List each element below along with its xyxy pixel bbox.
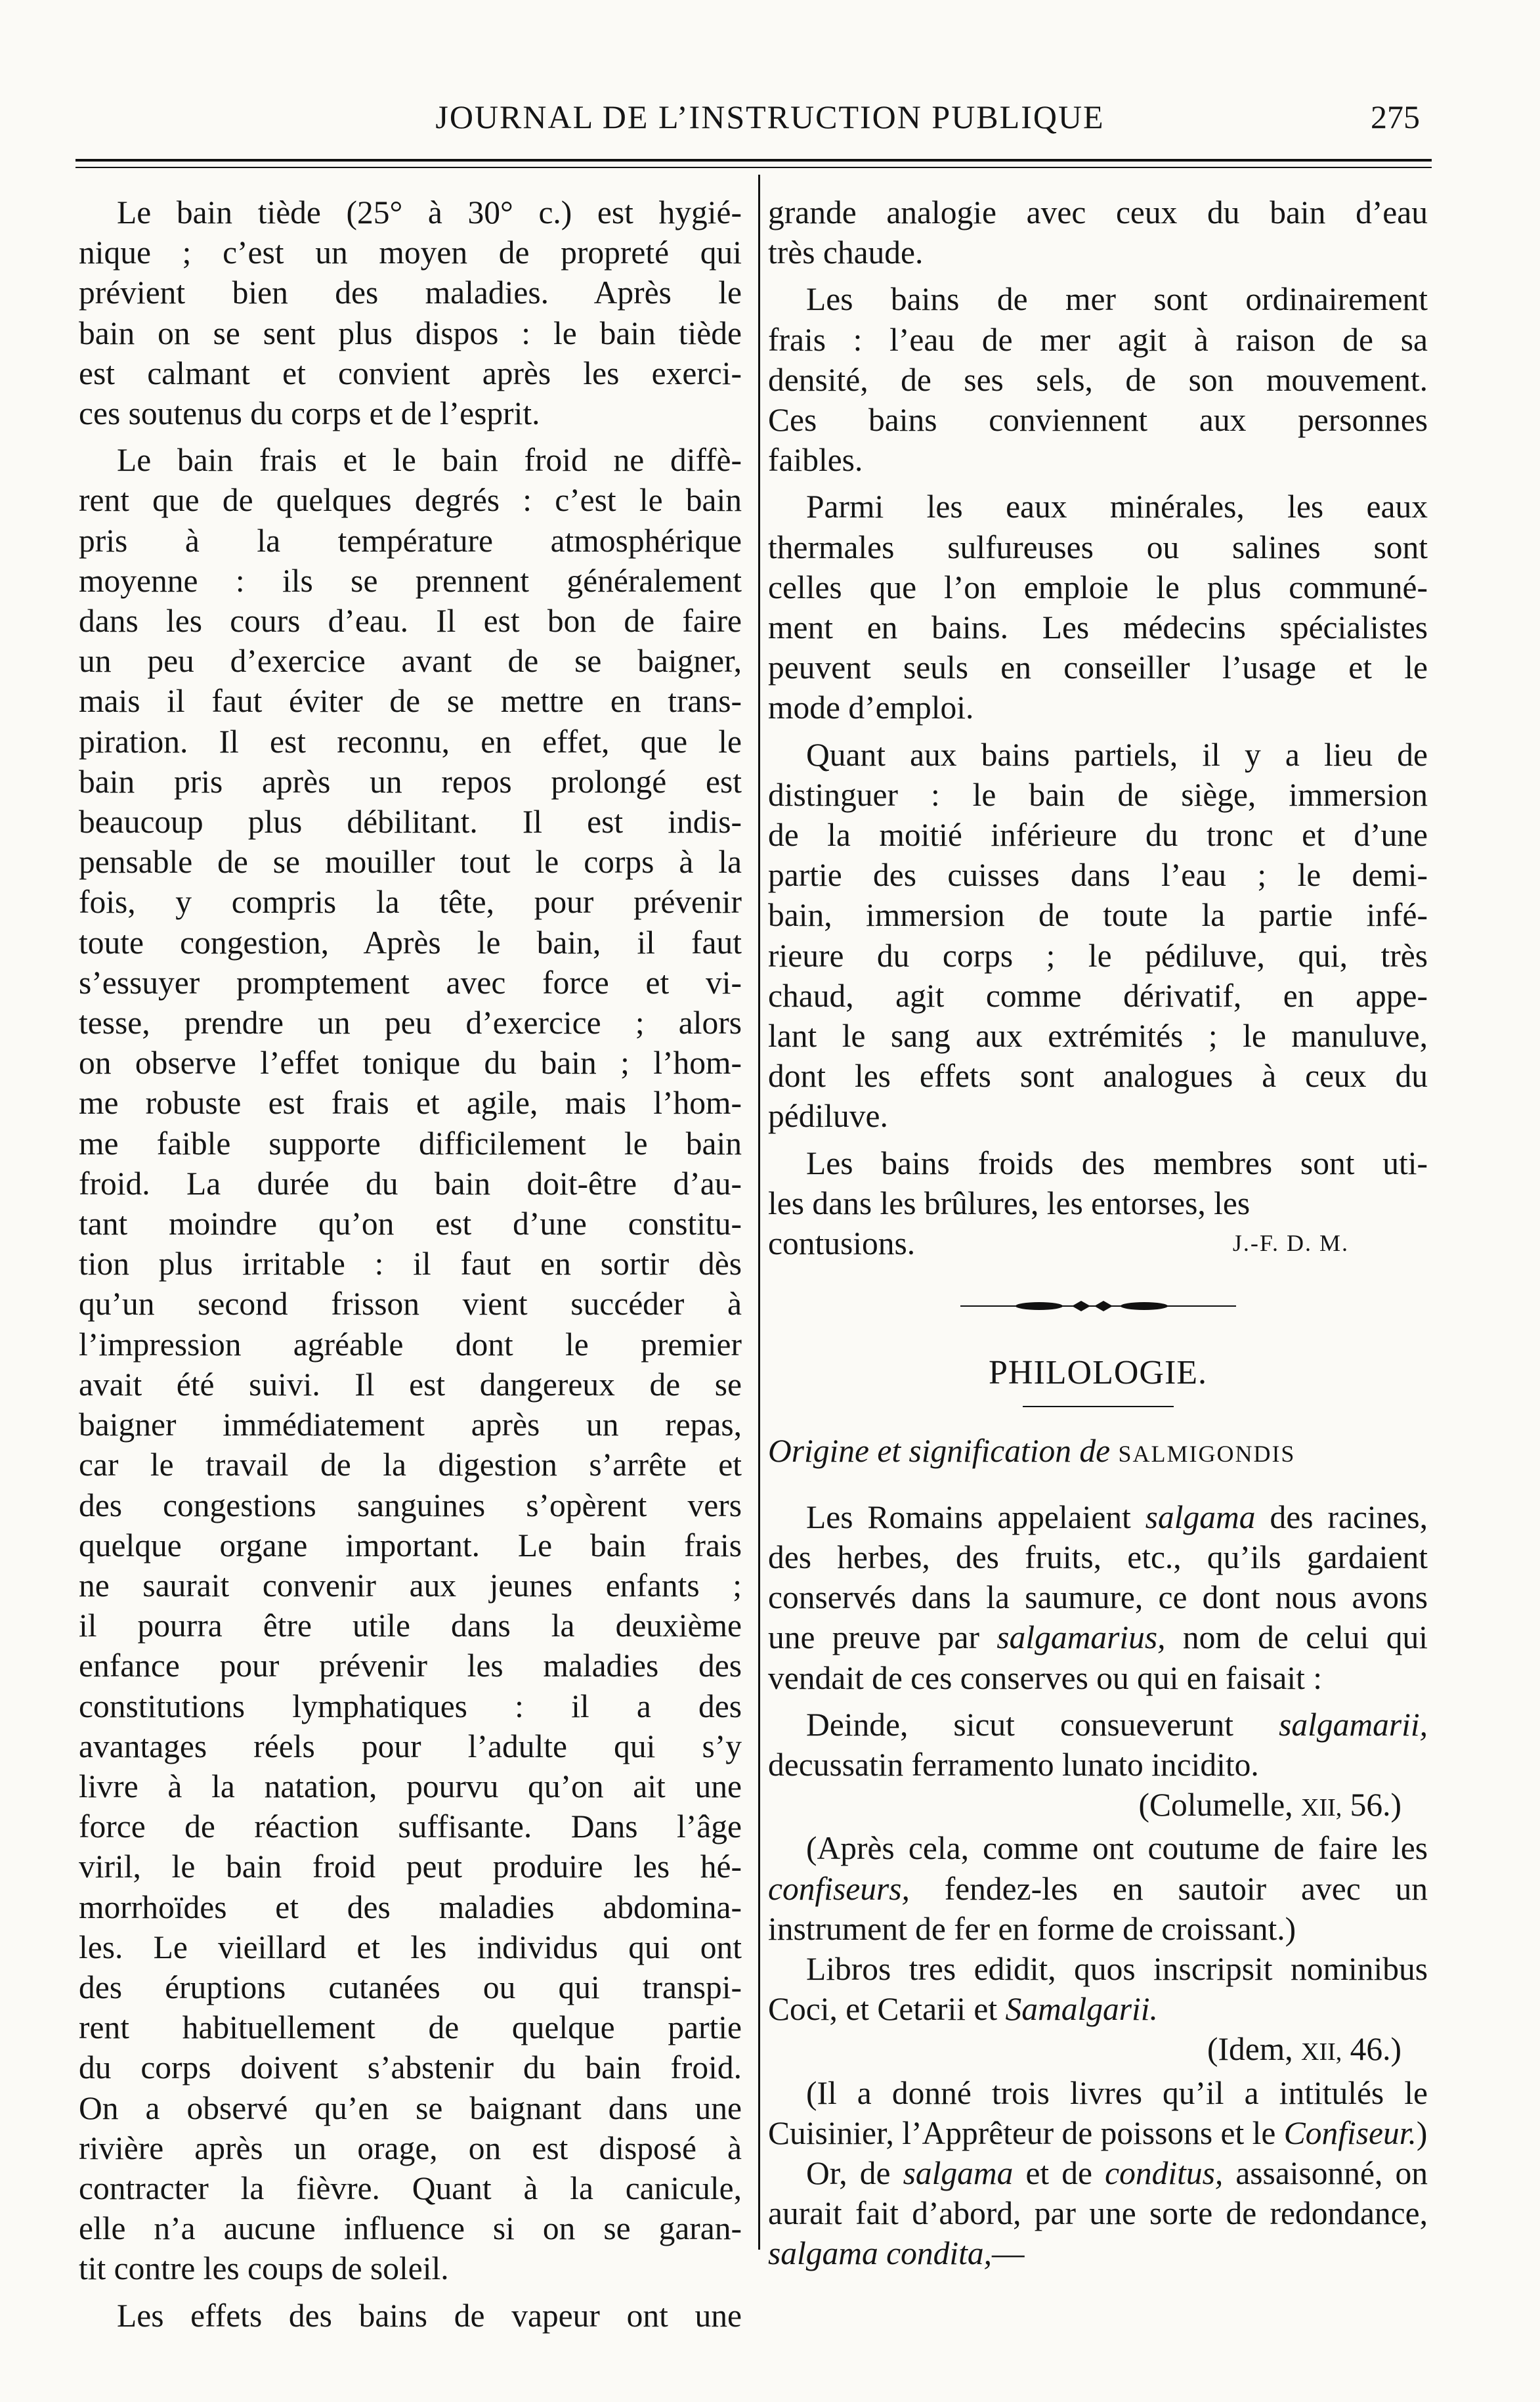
text-run: 46.): [1350, 2031, 1401, 2068]
paragraph-bains-mer: [768, 279, 1428, 480]
text-run: ): [1416, 2114, 1428, 2151]
text-run: 56.): [1350, 1787, 1401, 1823]
text-line: morrhoïdes et des maladies abdomina-: [79, 1889, 742, 1925]
text-line: mais il faut éviter de se mettre en trans-: [79, 683, 742, 720]
text-line: les dans les brûlures, les entorses, les: [768, 1185, 1251, 1221]
text-line: avantages réels pour l’adulte qui s’y: [79, 1728, 742, 1764]
text-line: nique ; c’est un moyen de propreté qui: [79, 234, 742, 271]
citation-idem: [768, 2029, 1428, 2072]
latin-quote-columelle: [768, 1705, 1428, 1785]
text-line: les. Le vieillard et les individus qui ont: [79, 1929, 742, 1965]
text-run: (Après cela, comme ont coutume de faire les: [806, 1830, 1428, 1867]
text-line: ne saurait convenir aux jeunes enfants ;: [79, 1567, 742, 1604]
section-ornament: [768, 1263, 1428, 1349]
text-line: rent que de quelques degrés : c’est le bain: [79, 482, 742, 519]
text-line: bain pris après un repos prolongé est: [79, 763, 742, 800]
italic-term: Confiseur.: [1283, 2114, 1417, 2151]
text-line: densité, de ses sels, de son mouvement.: [768, 361, 1428, 398]
citation-columelle: [768, 1785, 1428, 1828]
paragraph-bains-vapeur-cont: [768, 192, 1428, 273]
text-line: Parmi les eaux minérales, les eaux: [806, 489, 1428, 525]
section-title-rule: [1023, 1406, 1174, 1407]
text-run: nom de celui qui vendait de ces conserves ou qui en faisait :: [768, 1619, 1428, 1696]
text-run: des racines, des herbes, des fruits, etc., qu’ils gardaient conservés dans la saumure, ce dont nous avons une preuve par: [768, 1498, 1428, 1656]
latin-quote-idem: [768, 1949, 1428, 2029]
text-run: (Columelle,: [1138, 1787, 1293, 1823]
text-line: il pourra être utile dans la deuxième: [79, 1607, 742, 1644]
page-number: 275: [1371, 98, 1420, 135]
italic-term: salgama: [1145, 1498, 1256, 1535]
text-run: Or, de: [806, 2154, 891, 2191]
text-line: rent habituellement de quelque partie: [79, 2009, 742, 2046]
text-line: rieure du corps ; le pédiluve, qui, très: [768, 937, 1428, 974]
column-divider: [758, 175, 760, 2250]
translation-columelle: [768, 1828, 1428, 1949]
section-title: PHILOLOGIE.: [988, 1354, 1208, 1392]
text-line: dont les effets sont analogues à ceux du: [768, 1058, 1428, 1095]
text-line: on observe l’effet tonique du bain ; l’hom-: [79, 1045, 742, 1081]
italic-term: salgamarii,: [1279, 1706, 1428, 1743]
text-line: viril, le bain froid peut produire les hé-: [79, 1848, 742, 1885]
text-line: bain on se sent plus dispos : le bain tiède: [79, 315, 742, 351]
text-line: ment en bains. Les médecins spécialistes: [768, 609, 1428, 646]
italic-term: Samalgarii.: [1005, 1991, 1158, 2028]
text-line: piration. Il est reconnu, en effet, que le: [79, 723, 742, 760]
text-run: Les Romains appelaient: [806, 1498, 1131, 1535]
text-line: Les bains froids des membres sont uti-: [806, 1145, 1428, 1181]
text-line: fois, y compris la tête, pour prévenir: [79, 884, 742, 921]
article-title: [768, 1431, 1428, 1474]
italic-term: conditus,: [1105, 2154, 1224, 2191]
text-line: quelque organe important. Le bain frais: [79, 1527, 742, 1563]
signature-line: [768, 1223, 1428, 1263]
text-line: avait été suivi. Il est dangereux de se: [79, 1366, 742, 1403]
italic-term: salgama condita,: [768, 2235, 992, 2272]
text-run: fendez-les en sautoir avec un instrument de fer en forme de croissant.): [768, 1870, 1428, 1947]
text-line: force de réaction suffisante. Dans l’âge: [79, 1808, 742, 1845]
text-line: baigner immédiatement après un repas,: [79, 1407, 742, 1443]
text-line: frais : l’eau de mer agit à raison de sa: [768, 321, 1428, 358]
italic-term: confiseurs,: [768, 1870, 910, 1907]
text-line: très chaude.: [768, 234, 924, 271]
paragraph-eaux-minerales: [768, 487, 1428, 728]
text-line: lant le sang aux extrémités ; le manuluve,: [768, 1018, 1428, 1055]
italic-term: salgama: [903, 2154, 1014, 2191]
text-line: est calmant et convient après les exerci-: [79, 355, 742, 391]
text-line: tion plus irritable : il faut en sortir dès: [79, 1246, 742, 1282]
text-line: pensable de se mouiller tout le corps à la: [79, 844, 742, 881]
text-line: moyenne : ils se prennent généralement: [79, 562, 742, 599]
text-line: faibles.: [768, 442, 863, 479]
text-line: l’impression agréable dont le premier: [79, 1326, 742, 1363]
paragraph-bains-vapeur: [79, 2296, 742, 2336]
paragraph-salgama-condita: [768, 2153, 1428, 2274]
text-line: me faible supporte difficilement le bain: [79, 1125, 742, 1162]
text-line: tesse, prendre un peu d’exercice ; alors: [79, 1005, 742, 1041]
text-run: decussatin ferramento lunato incidito.: [768, 1746, 1259, 1783]
text-line: un peu d’exercice avant de se baigner,: [79, 643, 742, 680]
text-line: elle n’a aucune influence si on se garan-: [79, 2210, 742, 2247]
text-line: thermales sulfureuses ou salines sont: [768, 529, 1428, 565]
italic-term: salgamarius,: [996, 1619, 1166, 1656]
text-line: livre à la natation, pourvu qu’on ait une: [79, 1768, 742, 1804]
translation-idem: [768, 2073, 1428, 2153]
text-line: enfance pour prévenir les maladies des: [79, 1648, 742, 1684]
text-line: tant moindre qu’on est d’une constitu-: [79, 1206, 742, 1242]
text-line: rivière après un orage, on est disposé à: [79, 2129, 742, 2166]
text-line: pris à la température atmosphérique: [79, 522, 742, 559]
text-run: —: [992, 2235, 1025, 2272]
text-line: contracter la fièvre. Quant à la canicule,: [79, 2170, 742, 2206]
text-line: Le bain tiède (25° à 30° c.) est hygié-: [117, 194, 742, 230]
text-line: mode d’emploi.: [768, 689, 974, 726]
text-line: peuvent seuls en conseiller l’usage et le: [768, 649, 1428, 686]
roman-numeral: XII,: [1301, 1794, 1342, 1822]
text-line: bain, immersion de toute la partie infé-: [768, 897, 1428, 934]
left-column: [79, 192, 742, 2342]
text-line: des congestions sanguines s’opèrent vers: [79, 1487, 742, 1523]
right-column: [768, 192, 1428, 2274]
text-line: constitutions lymphatiques : il a des: [79, 1688, 742, 1724]
text-line: du corps doivent s’abstenir du bain froid.: [79, 2049, 742, 2086]
text-line: de la moitié inférieure du tronc et d’une: [768, 817, 1428, 854]
paragraph-bains-partiels: [768, 735, 1428, 1137]
text-line: Ces bains conviennent aux personnes: [768, 402, 1428, 439]
text-line: des éruptions cutanées ou qui transpi-: [79, 1969, 742, 2005]
paragraph-bain-tiede: [79, 192, 742, 433]
text-line: prévient bien des maladies. Après le: [79, 274, 742, 311]
roman-numeral: XII,: [1301, 2038, 1342, 2066]
text-line: tit contre les coups de soleil.: [79, 2250, 449, 2287]
article-title-keyword: SALMIGONDIS: [1118, 1441, 1296, 1468]
ornament-rule-icon: [960, 1298, 1236, 1314]
text-line: toute congestion, Après le bain, il faut: [79, 924, 742, 961]
text-line: qu’un second frisson vient succéder à: [79, 1286, 742, 1322]
paragraph-bains-froids-membres: [768, 1143, 1428, 1223]
text-run: Libros tres edidit, quos inscripsit nominibus Coci, et Cetarii et: [768, 1950, 1428, 2028]
text-line: froid. La durée du bain doit-être d’au-: [79, 1165, 742, 1202]
text-line: partie des cuisses dans l’eau ; le demi-: [768, 857, 1428, 894]
paragraph-romains-salgama: [768, 1497, 1428, 1698]
text-line: Quant aux bains partiels, il y a lieu de: [806, 736, 1428, 773]
text-line: beaucoup plus débilitant. Il est indis-: [79, 804, 742, 841]
text-run: Deinde, sicut consueverunt: [806, 1706, 1233, 1743]
journal-title: JOURNAL DE L’INSTRUCTION PUBLIQUE: [435, 98, 1105, 135]
text-run: assaisonné, on aurait fait d’abord, par une sorte de redondance,: [768, 2154, 1428, 2232]
last-word: contusions.: [768, 1225, 916, 1262]
text-line: ces soutenus du corps et de l’esprit.: [79, 395, 540, 432]
text-line: pédiluve.: [768, 1098, 888, 1135]
text-run: et de: [1025, 2154, 1092, 2191]
text-line: distinguer : le bain de siège, immersion: [768, 776, 1428, 813]
text-line: celles que l’on emploie le plus communé-: [768, 569, 1428, 605]
text-line: grande analogie avec ceux du bain d’eau: [768, 194, 1428, 230]
text-line: Le bain frais et le bain froid ne diffè-: [117, 442, 742, 479]
text-run: (Il a donné trois livres qu’il a intitulés le Cuisinier, l’Apprêteur de poissons et le: [768, 2074, 1428, 2151]
header-rule-thick: [75, 159, 1432, 162]
text-line: car le travail de la digestion s’arrête et: [79, 1447, 742, 1483]
text-line: dans les cours d’eau. Il est bon de faire: [79, 603, 742, 640]
text-line: Les bains de mer sont ordinairement: [806, 281, 1428, 318]
text-line: Les effets des bains de vapeur ont une: [117, 2297, 742, 2334]
author-signature: J.-F. D. M.: [1232, 1230, 1349, 1257]
text-line: chaud, agit comme dérivatif, en appe-: [768, 977, 1428, 1014]
text-run: (Idem,: [1207, 2031, 1293, 2068]
header-rule-thin: [75, 167, 1432, 168]
text-line: s’essuyer promptement avec force et vi-: [79, 964, 742, 1001]
paragraph-bain-froid: [79, 440, 742, 2288]
text-line: On a observé qu’en se baignant dans une: [79, 2089, 742, 2126]
text-line: me robuste est frais et agile, mais l’hom-: [79, 1085, 742, 1122]
article-title-italic: Origine et signification de: [768, 1433, 1111, 1470]
